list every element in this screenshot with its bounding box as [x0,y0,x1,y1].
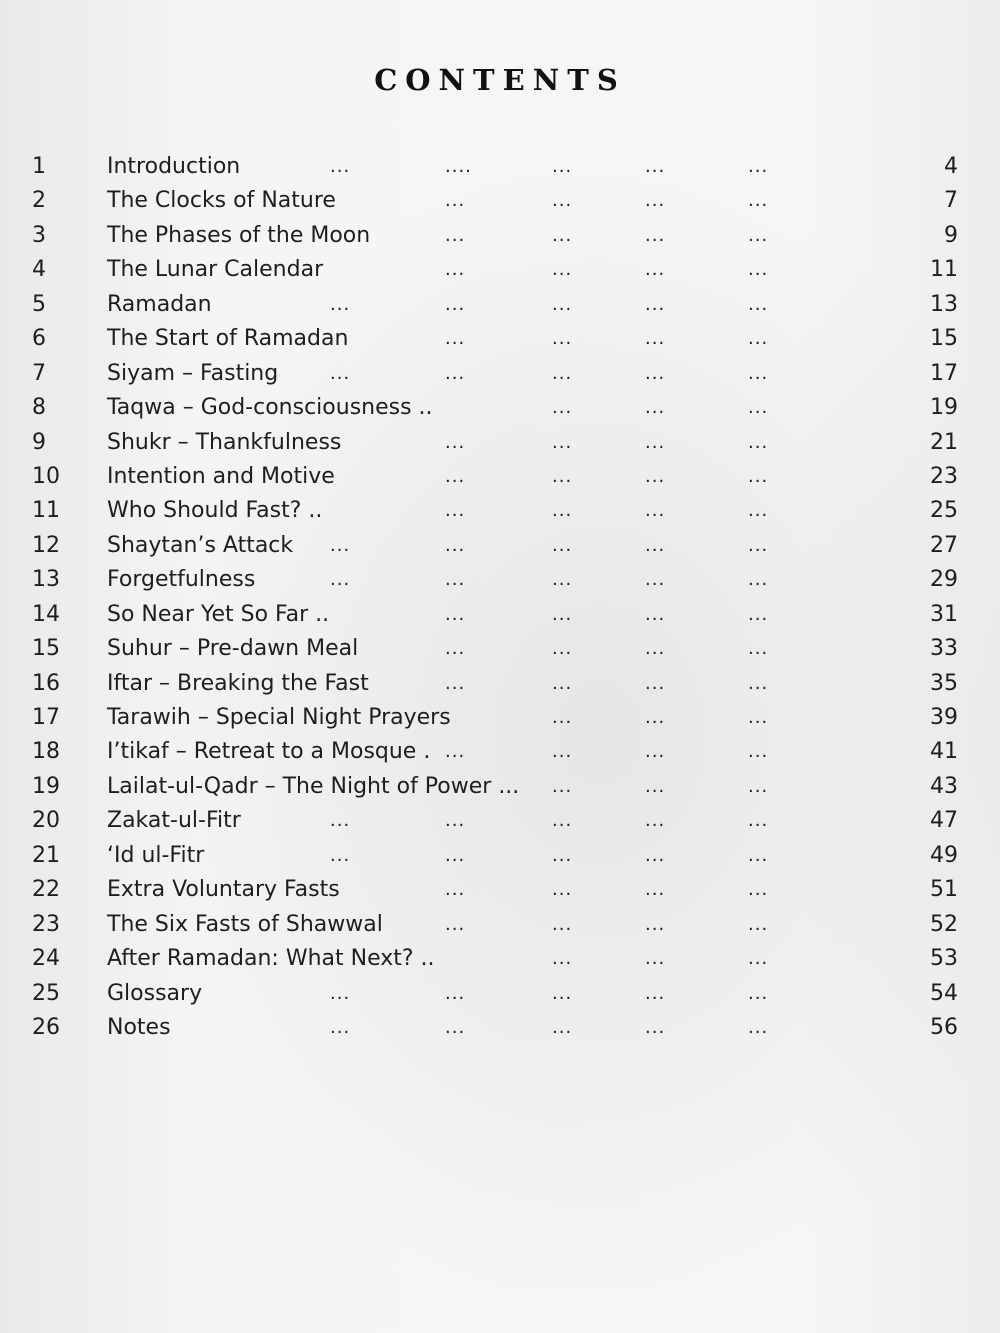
toc-entry[interactable] [0,735,1000,769]
leader-dots: ... [445,431,466,453]
leader-dots: ... [552,638,573,660]
entry-page-number: 49 [930,842,958,868]
leader-dots: ... [330,844,351,866]
entry-number: 5 [32,291,46,317]
entry-title[interactable]: Shukr – Thankfulness [107,429,342,455]
leader-dots: ... [552,362,573,384]
leader-dots: ... [445,844,466,866]
leader-dots: ... [748,707,769,728]
leader-dots: ... [552,465,573,487]
leader-dots: ... [445,638,466,660]
entry-page-number: 51 [930,877,958,903]
entry-title[interactable]: ‘Id ul-Fitr [107,842,205,868]
toc-entry[interactable] [0,426,1000,460]
entry-number: 16 [32,670,60,696]
leader-dots: ... [748,982,769,1004]
leader-dots: ... [552,534,573,556]
leader-dots: ... [330,810,351,832]
leader-dots: ... [552,982,573,1004]
entry-title[interactable]: Zakat-ul-Fitr [107,808,241,834]
leader-dots: ... [645,500,666,522]
leader-dots: ... [445,741,466,763]
entry-number: 6 [32,326,46,352]
toc-entry[interactable] [0,598,1000,632]
leader-dots: ... [552,224,573,246]
leader-dots: .... [445,156,472,177]
leader-dots: ... [645,672,666,694]
leader-dots: ... [645,156,666,177]
entry-page-number: 33 [930,636,958,662]
leader-dots: ... [552,1016,573,1038]
entry-page-number: 13 [930,291,958,317]
leader-dots: ... [748,534,769,556]
entry-page-number: 11 [930,257,958,283]
entry-title[interactable]: Who Should Fast? .. [107,498,323,524]
entry-page-number: 54 [930,980,958,1006]
leader-dots: ... [445,1016,466,1038]
entry-number: 11 [32,498,60,524]
entry-number: 23 [32,911,60,937]
entry-page-number: 47 [930,808,958,834]
leader-dots: ... [445,603,466,625]
leader-dots: ... [445,293,466,315]
entry-page-number: 4 [944,154,958,179]
leader-dots: ... [552,603,573,625]
leader-dots: ... [645,397,666,419]
toc-entry[interactable] [0,839,1000,873]
leader-dots: ... [748,293,769,315]
leader-dots: ... [748,879,769,901]
toc-entry[interactable] [0,701,1000,735]
toc-entry[interactable] [0,184,1000,218]
entry-page-number: 29 [930,567,958,593]
toc-entry[interactable] [0,770,1000,804]
entry-page-number: 23 [930,463,958,489]
leader-dots: ... [645,810,666,832]
leader-dots: ... [645,293,666,315]
leader-dots: ... [445,879,466,901]
leader-dots: ... [445,569,466,591]
leader-dots: ... [552,569,573,591]
toc-entry[interactable] [0,563,1000,597]
leader-dots: ... [445,810,466,832]
entry-number: 21 [32,842,60,868]
entry-page-number: 7 [944,188,958,214]
leader-dots: ... [552,500,573,522]
leader-dots: ... [552,810,573,832]
leader-dots: ... [552,741,573,763]
leader-dots: ... [552,672,573,694]
entry-title[interactable]: I’tikaf – Retreat to a Mosque . [107,739,431,765]
toc-entry[interactable] [0,942,1000,976]
entry-page-number: 53 [930,946,958,972]
table-of-contents [0,150,1000,1045]
leader-dots: ... [748,775,769,797]
leader-dots: ... [748,948,769,970]
leader-dots: ... [552,397,573,419]
entry-title[interactable]: Suhur – Pre-dawn Meal [107,636,359,662]
entry-title[interactable]: Intention and Motive [107,463,335,489]
entry-number: 20 [32,808,60,834]
leader-dots: ... [645,534,666,556]
leader-dots: ... [445,982,466,1004]
entry-title[interactable]: The Six Fasts of Shawwal [107,911,383,937]
leader-dots: ... [748,156,769,177]
entry-number: 8 [32,395,46,421]
toc-entry[interactable] [0,632,1000,666]
leader-dots: ... [552,775,573,797]
entry-page-number: 25 [930,498,958,524]
leader-dots: ... [748,397,769,419]
page-title: CONTENTS [374,63,626,98]
leader-dots: ... [445,224,466,246]
toc-entry[interactable] [0,460,1000,494]
leader-dots: ... [552,259,573,281]
entry-page-number: 39 [930,705,958,730]
entry-title[interactable]: Taqwa – God-consciousness .. [107,395,433,421]
leader-dots: ... [645,638,666,660]
entry-page-number: 56 [930,1014,958,1040]
leader-dots: ... [552,293,573,315]
toc-entry[interactable] [0,529,1000,563]
leader-dots: ... [552,328,573,350]
leader-dots: ... [445,500,466,522]
leader-dots: ... [330,569,351,591]
entry-title[interactable]: Notes [107,1014,171,1040]
entry-number: 10 [32,463,60,489]
entry-page-number: 9 [944,222,958,248]
toc-entry[interactable] [0,391,1000,425]
leader-dots: ... [645,707,666,728]
entry-number: 1 [32,154,46,179]
leader-dots: ... [748,810,769,832]
leader-dots: ... [445,190,466,212]
toc-entry[interactable] [0,357,1000,391]
entry-page-number: 41 [930,739,958,765]
entry-title[interactable]: Glossary [107,980,203,1006]
leader-dots: ... [552,844,573,866]
leader-dots: ... [748,328,769,350]
leader-dots: ... [445,465,466,487]
leader-dots: ... [645,913,666,935]
toc-entry[interactable] [0,908,1000,942]
leader-dots: ... [552,879,573,901]
toc-entry[interactable] [0,219,1000,253]
entry-title[interactable]: Extra Voluntary Fasts [107,877,340,903]
entry-number: 4 [32,257,46,283]
leader-dots: ... [645,328,666,350]
entry-title[interactable]: So Near Yet So Far .. [107,601,330,627]
leader-dots: ... [748,465,769,487]
leader-dots: ... [748,638,769,660]
toc-entry[interactable] [0,150,1000,184]
toc-entry[interactable] [0,873,1000,907]
leader-dots: ... [645,465,666,487]
entry-page-number: 15 [930,326,958,352]
entry-title[interactable]: Forgetfulness [107,567,256,593]
entry-number: 18 [32,739,60,765]
entry-number: 14 [32,601,60,627]
leader-dots: ... [645,224,666,246]
leader-dots: ... [748,672,769,694]
entry-title[interactable]: The Phases of the Moon [107,222,371,248]
entry-number: 9 [32,429,46,455]
entry-title[interactable]: Iftar – Breaking the Fast [107,670,369,696]
leader-dots: ... [748,913,769,935]
entry-number: 25 [32,980,60,1006]
leader-dots: ... [748,259,769,281]
leader-dots: ... [748,190,769,212]
entry-number: 22 [32,877,60,903]
entry-number: 26 [32,1014,60,1040]
leader-dots: ... [748,1016,769,1038]
entry-title[interactable]: The Lunar Calendar [107,257,324,283]
leader-dots: ... [330,982,351,1004]
leader-dots: ... [645,982,666,1004]
toc-entry[interactable] [0,667,1000,701]
entry-number: 15 [32,636,60,662]
leader-dots: ... [330,1016,351,1038]
leader-dots: ... [645,431,666,453]
leader-dots: ... [552,948,573,970]
leader-dots: ... [748,741,769,763]
leader-dots: ... [330,293,351,315]
leader-dots: ... [552,190,573,212]
entry-title[interactable]: Lailat-ul-Qadr – The Night of Power ... [107,773,520,799]
entry-number: 19 [32,773,60,799]
leader-dots: ... [445,534,466,556]
entry-page-number: 31 [930,601,958,627]
entry-title[interactable]: Ramadan [107,291,212,317]
leader-dots: ... [330,362,351,384]
leader-dots: ... [748,603,769,625]
entry-number: 3 [32,222,46,248]
leader-dots: ... [645,190,666,212]
leader-dots: ... [645,741,666,763]
entry-title[interactable]: The Start of Ramadan [107,326,349,352]
entry-page-number: 21 [930,429,958,455]
leader-dots: ... [645,603,666,625]
leader-dots: ... [552,913,573,935]
entry-number: 12 [32,532,60,558]
leader-dots: ... [748,362,769,384]
leader-dots: ... [445,672,466,694]
entry-number: 17 [32,705,60,730]
leader-dots: ... [330,156,351,177]
entry-number: 13 [32,567,60,593]
entry-title[interactable]: After Ramadan: What Next? .. [107,946,435,972]
toc-entry[interactable] [0,494,1000,528]
toc-entry[interactable] [0,322,1000,356]
leader-dots: ... [445,362,466,384]
leader-dots: ... [330,534,351,556]
leader-dots: ... [748,500,769,522]
leader-dots: ... [645,948,666,970]
leader-dots: ... [445,259,466,281]
entry-title[interactable]: Introduction [107,154,241,179]
toc-entry[interactable] [0,1011,1000,1045]
show-through-text [420,1092,425,1110]
leader-dots: ... [645,844,666,866]
entry-title[interactable]: Shaytan’s Attack [107,532,294,558]
leader-dots: ... [445,328,466,350]
entry-title[interactable]: The Clocks of Nature [107,188,336,214]
entry-number: 2 [32,188,46,214]
leader-dots: ... [645,775,666,797]
leader-dots: ... [645,362,666,384]
leader-dots: ... [748,569,769,591]
entry-page-number: 43 [930,773,958,799]
entry-page-number: 52 [930,911,958,937]
leader-dots: ... [645,569,666,591]
entry-page-number: 17 [930,360,958,386]
leader-dots: ... [552,156,573,177]
leader-dots: ... [748,224,769,246]
toc-entry[interactable] [0,288,1000,322]
entry-page-number: 27 [930,532,958,558]
entry-number: 24 [32,946,60,972]
entry-title[interactable]: Siyam – Fasting [107,360,279,386]
toc-entry[interactable] [0,253,1000,287]
leader-dots: ... [552,707,573,728]
leader-dots: ... [445,913,466,935]
entry-number: 7 [32,360,46,386]
entry-page-number: 19 [930,395,958,421]
entry-title[interactable]: Tarawih – Special Night Prayers [107,705,451,730]
leader-dots: ... [552,431,573,453]
leader-dots: ... [748,844,769,866]
leader-dots: ... [748,431,769,453]
toc-entry[interactable] [0,804,1000,838]
toc-entry[interactable] [0,977,1000,1011]
entry-page-number: 35 [930,670,958,696]
leader-dots: ... [645,259,666,281]
leader-dots: ... [645,879,666,901]
leader-dots: ... [645,1016,666,1038]
